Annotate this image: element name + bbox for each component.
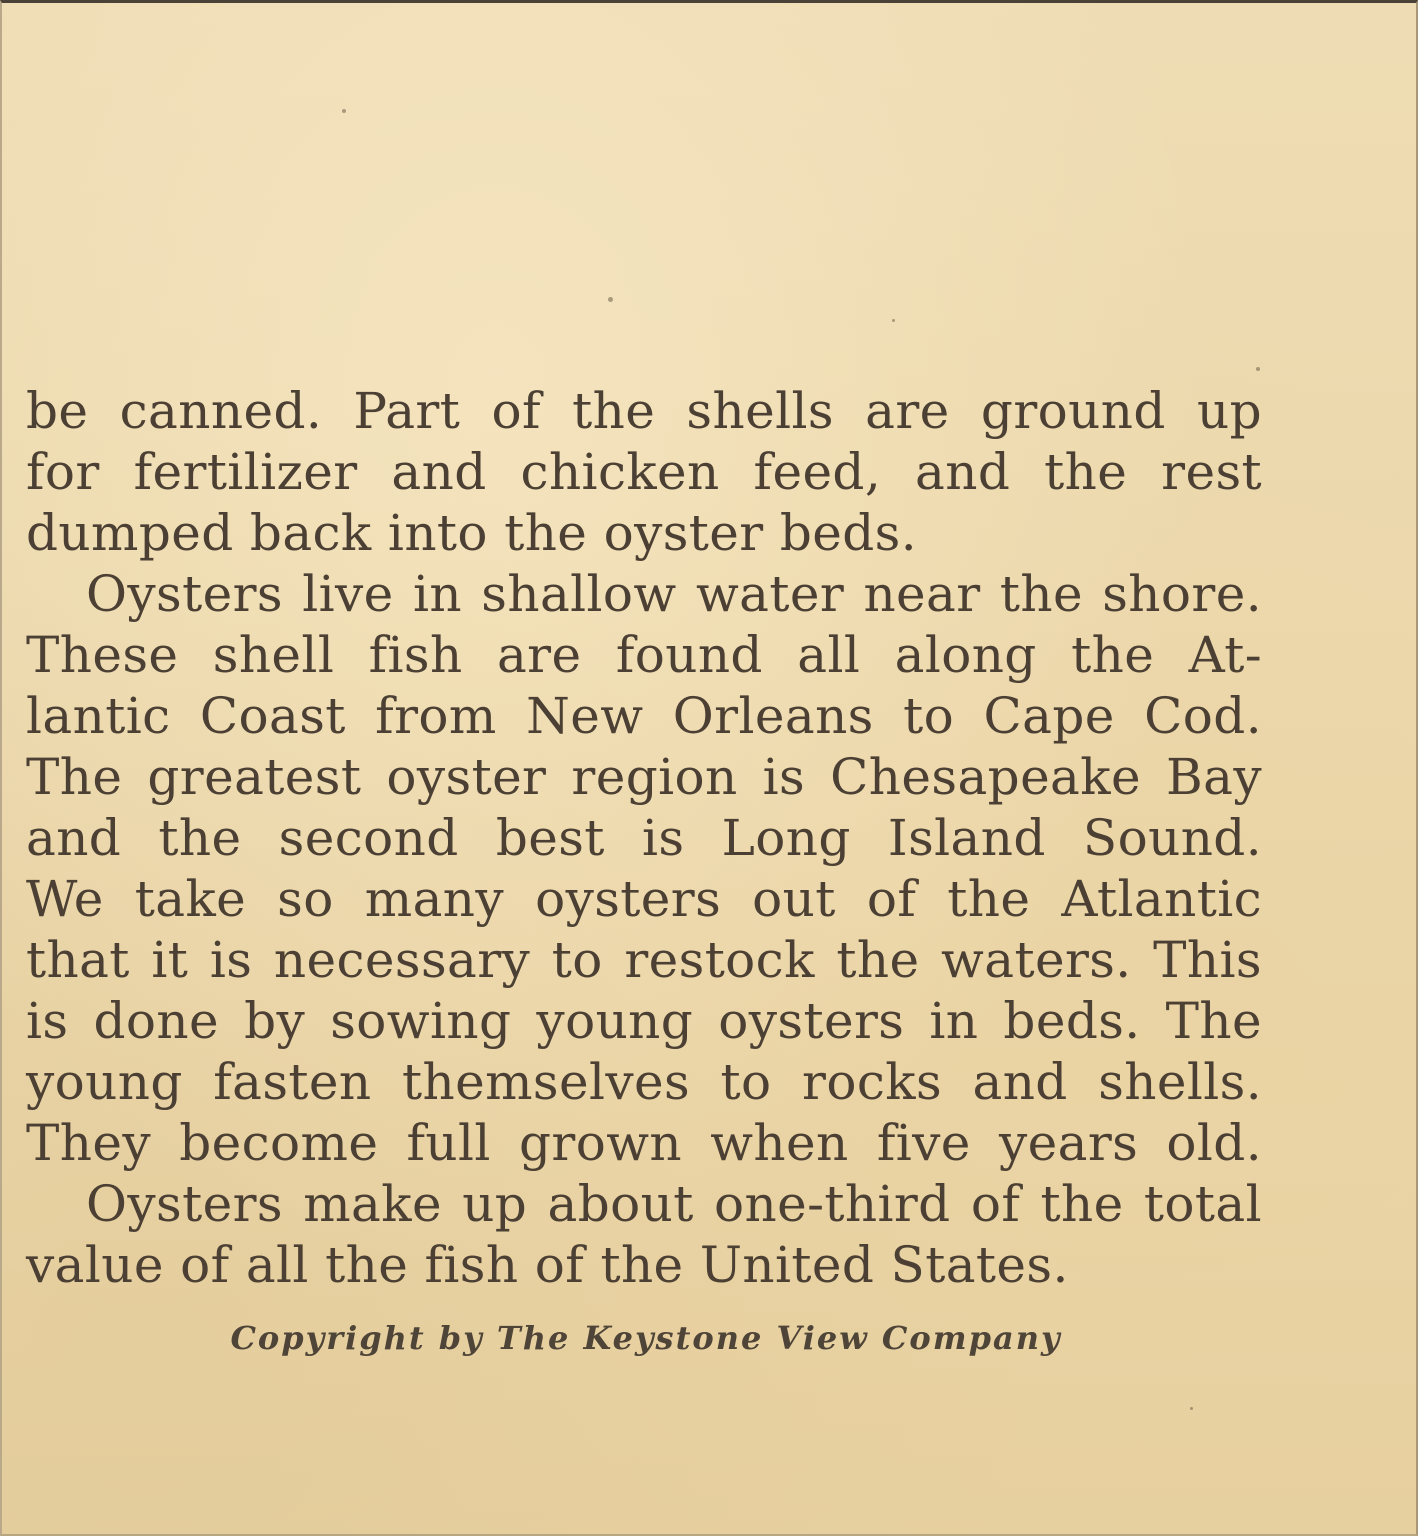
text-line: for fertilizer and chicken feed, and the rest (26, 443, 1262, 501)
body-text (26, 381, 1262, 1296)
text-line: is done by sowing young oysters in beds. The (26, 992, 1262, 1050)
text-line: and the second best is Long Island Sound. (26, 809, 1262, 867)
speck (1190, 1407, 1193, 1410)
speck (1256, 367, 1260, 371)
speck (892, 319, 895, 322)
text-line: value of all the fish of the United States. (26, 1236, 1069, 1294)
text-line: Oysters live in shallow water near the shore. (86, 565, 1262, 623)
text-line: They become full grown when five years old. (26, 1114, 1262, 1172)
text-line: We take so many oysters out of the Atlantic (26, 870, 1262, 928)
text-line: be canned. Part of the shells are ground up (26, 382, 1262, 440)
text-line: The greatest oyster region is Chesapeake Bay (26, 748, 1262, 806)
speck (608, 297, 613, 302)
text-line: These shell fish are found all along the At- (26, 626, 1262, 684)
copyright-notice: Copyright by The Keystone View Company (230, 1319, 1062, 1357)
text-line: lantic Coast from New Orleans to Cape Cod. (26, 687, 1262, 745)
text-line: young fasten themselves to rocks and shells. (26, 1053, 1262, 1111)
text-line: Oysters make up about one-third of the total (86, 1175, 1262, 1233)
speck (342, 109, 346, 113)
text-line: dumped back into the oyster beds. (26, 504, 918, 562)
text-line: that it is necessary to restock the waters. This (26, 931, 1262, 989)
